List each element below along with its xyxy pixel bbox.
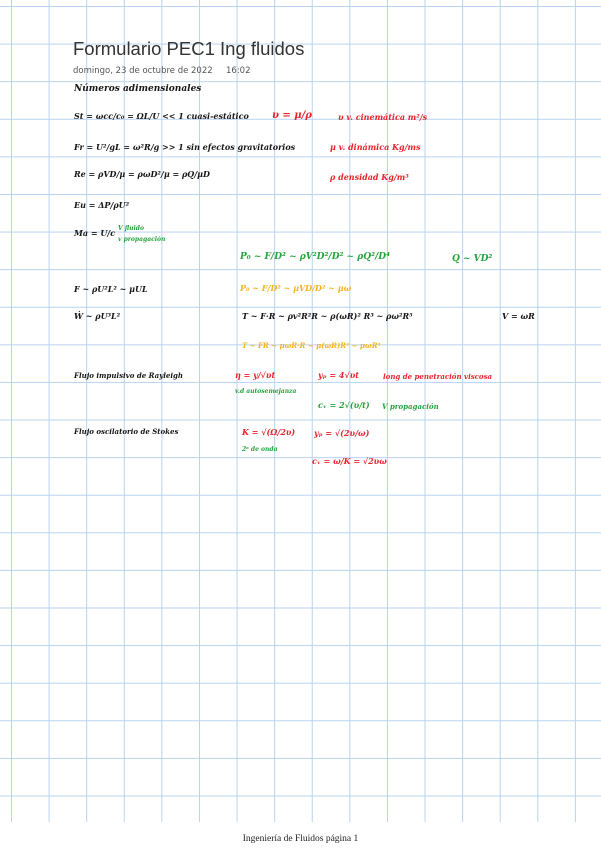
rayleigh-penetration-note: long de penetración viscosa (383, 372, 493, 381)
rayleigh-penetration: yₚ = 4√υt (318, 370, 359, 380)
rayleigh-flow-label: Flujo impulsivo de Rayleigh (74, 371, 183, 380)
stokes-penetration: yₚ = √(2υ/ω) (314, 428, 370, 438)
reynolds-formula: Re = ρVD/μ = ρωD²/μ = ρQ/μD (74, 169, 210, 179)
rayleigh-propagation-speed: cᵥ = 2√(υ/t) (318, 400, 370, 410)
stokes-wavenumber: K = √(Ω/2υ) (242, 427, 296, 437)
rayleigh-similarity-var: η = y/√υt (235, 370, 276, 380)
torque-scaling-orange: T ~ FR ~ μωR·R ~ μ(ωR)R² ~ μωR³ (242, 341, 381, 350)
froude-formula: Fr = U²/gL = ω²R/g >> 1 sin efectos gravitatorios (74, 142, 296, 152)
density-note: ρ densidad Kg/m³ (330, 172, 409, 182)
page-date: domingo, 23 de octubre de 2022 (73, 66, 213, 76)
torque-scaling-black: T ~ F·R ~ ρv²R²R ~ ρ(ωR)² R³ ~ ρω²R⁵ (242, 311, 413, 321)
mach-v-note: V fluido (118, 225, 144, 232)
rayleigh-propagation-note: V propagación (382, 402, 439, 411)
euler-formula: Eu = ΔP/ρU² (74, 200, 130, 210)
tip-speed-relation: V = ωR (502, 311, 535, 321)
page-footer: Ingeniería de Fluidos página 1 (242, 834, 359, 844)
dynamic-viscosity-note: μ v. dinámica Kg/ms (330, 142, 421, 152)
work-rate-scaling: Ẇ ~ ρU³L² (74, 311, 121, 321)
mach-c-note: v propagación (118, 236, 166, 243)
power-scaling-orange: P₀ ~ F/D² ~ μVD/D² ~ μω (240, 283, 352, 293)
strouhal-formula: St = ωcc/c₀ = ΩL/U << 1 cuasi-estático (74, 111, 249, 121)
kinematic-viscosity-note: υ v. cinemática m²/s (338, 112, 428, 122)
stokes-propagation-speed: cᵥ = ω/K = √2υω (312, 456, 387, 466)
stokes-flow-label: Flujo oscilatorio de Stokes (74, 427, 179, 436)
page-title: Formulario PEC1 Ing fluidos (73, 38, 305, 59)
rayleigh-similarity-note: v.d autosemejanza (235, 388, 297, 395)
section-dimensionless-numbers: Números adimensionales (74, 84, 202, 94)
power-scaling-green: P₀ ~ F/D² ~ ρV²D²/D² ~ ρQ²/D⁴ (240, 252, 391, 262)
mach-formula: Ma = U/c (74, 228, 116, 238)
flow-rate-scaling: Q ~ VD² (452, 254, 493, 264)
stokes-wavenumber-note: 2ᵉ de onda (242, 446, 278, 453)
page-time: 16:02 (226, 66, 251, 76)
force-scaling: F ~ ρU²L² ~ μUL (74, 284, 148, 294)
kinematic-viscosity-def: υ = μ/ρ (272, 110, 312, 121)
